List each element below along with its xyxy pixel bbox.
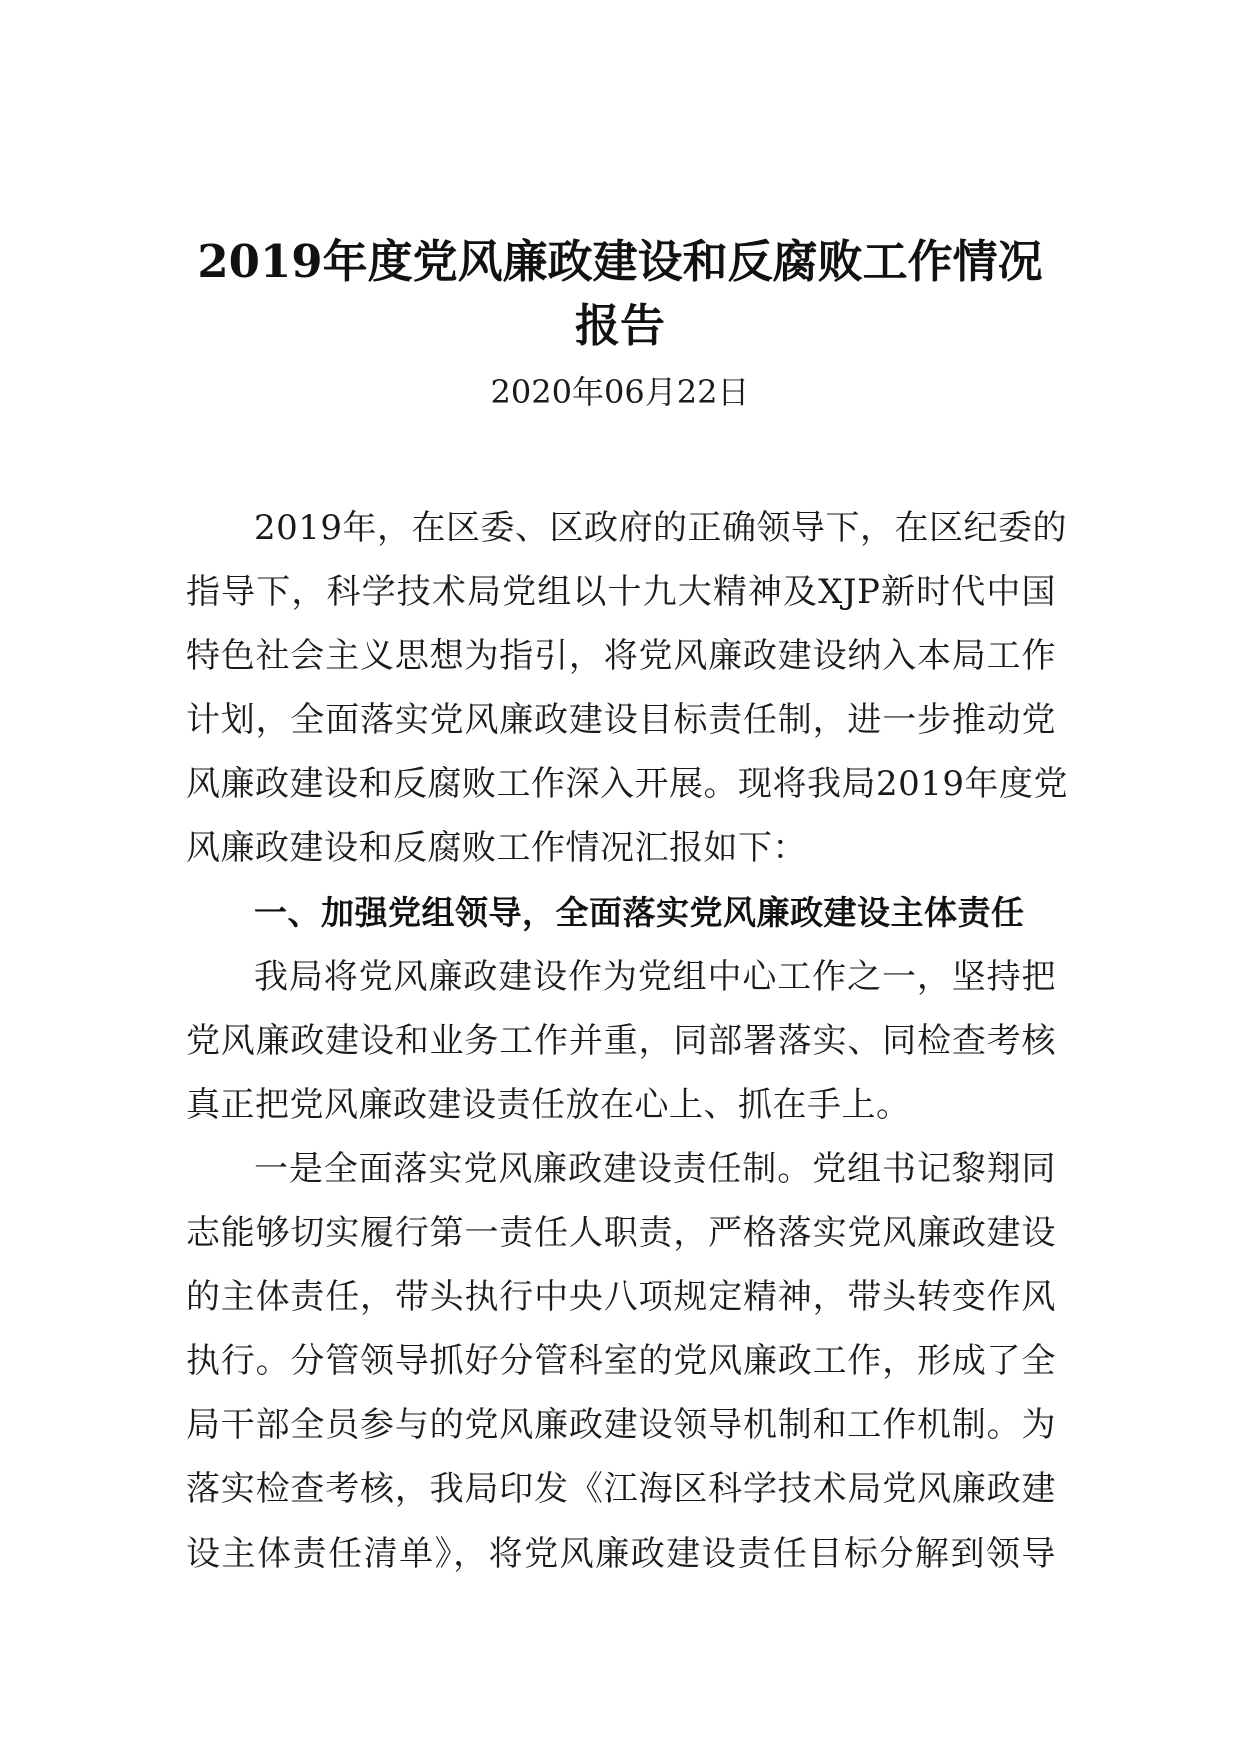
body-line: 一是全面落实党风廉政建设责任制。党组书记黎翔同 bbox=[254, 1148, 1056, 1189]
body-line: 指导下，科学技术局党组以十九大精神及XJP新时代中国 bbox=[186, 572, 1056, 613]
body-line: 落实检查考核，我局印发《江海区科学技术局党风廉政建 bbox=[186, 1469, 1056, 1510]
body-line: 2019年，在区委、区政府的正确领导下，在区纪委的 bbox=[254, 508, 1068, 548]
body-line: 风廉政建设和反腐败工作深入开展。现将我局2019年度党 bbox=[186, 764, 1069, 805]
body-line: 执行。分管领导抓好分管科室的党风廉政工作，形成了全 bbox=[186, 1341, 1056, 1382]
body-line: 设主体责任清单》，将党风廉政建设责任目标分解到领导 bbox=[186, 1533, 1056, 1574]
document-title-line-2: 报告 bbox=[574, 299, 665, 352]
body-line: 计划，全面落实党风廉政建设目标责任制，进一步推动党 bbox=[186, 700, 1056, 741]
body-line: 真正把党风廉政建设责任放在心上、抓在手上。 bbox=[186, 1084, 911, 1125]
body-line: 风廉政建设和反腐败工作情况汇报如下： bbox=[186, 828, 807, 869]
body-line: 特色社会主义思想为指引，将党风廉政建设纳入本局工作 bbox=[186, 636, 1056, 677]
body-line: 我局将党风廉政建设作为党组中心工作之一，坚持把 bbox=[254, 956, 1056, 997]
section-heading: 一、加强党组领导，全面落实党风廉政建设主体责任 bbox=[254, 892, 1025, 932]
body-line: 局干部全员参与的党风廉政建设领导机制和工作机制。为 bbox=[186, 1405, 1056, 1446]
body-line: 党风廉政建设和业务工作并重，同部署落实、同检查考核 bbox=[186, 1020, 1056, 1061]
body-line: 志能够切实履行第一责任人职责，严格落实党风廉政建设 bbox=[186, 1213, 1056, 1254]
document-title-line-1: 2019年度党风廉政建设和反腐败工作情况 bbox=[197, 235, 1043, 288]
document-date: 2020年06月22日 bbox=[490, 373, 750, 411]
body-line: 的主体责任，带头执行中央八项规定精神，带头转变作风 bbox=[186, 1277, 1056, 1318]
document-body bbox=[186, 496, 1069, 1586]
